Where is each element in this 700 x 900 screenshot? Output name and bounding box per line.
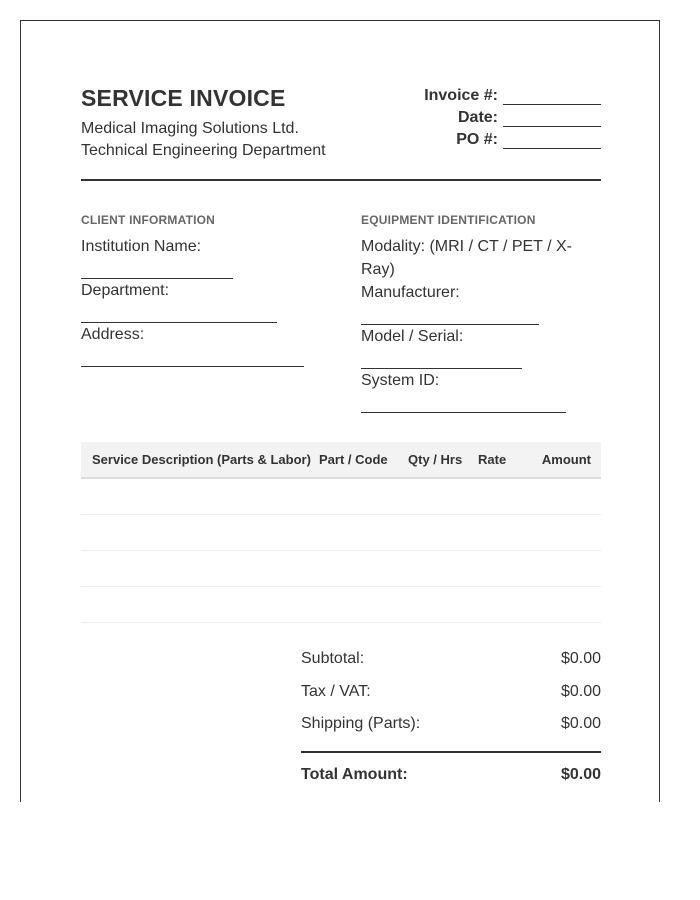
company-department: Technical Engineering Department — [81, 142, 326, 159]
address-label: Address: — [81, 326, 145, 343]
column-header-amount: Amount — [541, 452, 591, 467]
client-heading: CLIENT INFORMATION — [81, 213, 216, 227]
invoice-number-label: Invoice #: — [424, 87, 498, 104]
invoice-meta — [361, 83, 601, 149]
invoice-number-row — [361, 83, 601, 105]
page-title: SERVICE INVOICE — [81, 85, 286, 111]
equipment-heading: EQUIPMENT IDENTIFICATION — [361, 213, 536, 227]
company-name: Medical Imaging Solutions Ltd. — [81, 120, 299, 137]
totals-section — [301, 645, 601, 789]
total-amount-row — [301, 761, 601, 789]
subtotal-value: $0.00 — [560, 650, 601, 667]
column-header-part-code: Part / Code — [319, 452, 388, 467]
total-amount-label: Total Amount: — [301, 765, 408, 783]
tax-value: $0.00 — [560, 682, 601, 700]
column-header-description: Service Description (Parts & Labor) — [92, 452, 311, 467]
client-information — [81, 211, 316, 367]
model-serial-label: Model / Serial: — [361, 328, 464, 345]
table-row[interactable] — [81, 479, 601, 515]
modality-label: Modality: (MRI / CT / PET / X-Ray) — [361, 238, 572, 278]
table-row[interactable] — [81, 515, 601, 551]
po-field[interactable] — [503, 132, 601, 149]
department-field-group — [81, 279, 316, 323]
service-table — [81, 442, 601, 623]
address-field-group — [81, 323, 316, 367]
system-id-field-group — [361, 369, 601, 413]
department-field[interactable] — [81, 302, 277, 323]
address-field[interactable] — [81, 346, 304, 367]
invoice-page — [20, 20, 660, 802]
header-divider — [81, 179, 601, 181]
date-row — [361, 105, 601, 127]
institution-field-group — [81, 235, 316, 279]
total-amount-value: $0.00 — [560, 765, 601, 783]
date-field[interactable] — [503, 110, 601, 127]
modality-field-group — [361, 235, 601, 281]
institution-label: Institution Name: — [81, 238, 202, 255]
totals-divider — [301, 751, 601, 753]
date-label: Date: — [457, 109, 498, 126]
system-id-label: System ID: — [361, 372, 440, 389]
model-serial-field-group — [361, 325, 601, 369]
institution-field[interactable] — [81, 258, 233, 279]
subtotal-label: Subtotal: — [301, 650, 365, 667]
shipping-label: Shipping (Parts): — [301, 715, 421, 732]
tax-row — [301, 678, 601, 711]
manufacturer-label: Manufacturer: — [361, 284, 460, 301]
company-block — [81, 118, 326, 162]
po-row — [361, 127, 601, 149]
system-id-field[interactable] — [361, 392, 566, 413]
tax-label: Tax / VAT: — [301, 682, 371, 700]
table-row[interactable] — [81, 551, 601, 587]
table-header — [81, 442, 601, 479]
model-serial-field[interactable] — [361, 348, 522, 369]
po-label: PO #: — [456, 131, 498, 148]
invoice-header — [81, 85, 601, 180]
manufacturer-field[interactable] — [361, 304, 539, 325]
column-header-rate: Rate — [478, 452, 507, 467]
manufacturer-field-group — [361, 281, 601, 325]
shipping-value: $0.00 — [560, 715, 601, 732]
shipping-row — [301, 710, 601, 743]
invoice-number-field[interactable] — [503, 88, 601, 105]
department-label: Department: — [81, 282, 170, 299]
equipment-identification — [361, 211, 601, 413]
table-row[interactable] — [81, 587, 601, 623]
column-header-qty-hrs: Qty / Hrs — [408, 452, 463, 467]
subtotal-row — [301, 645, 601, 678]
